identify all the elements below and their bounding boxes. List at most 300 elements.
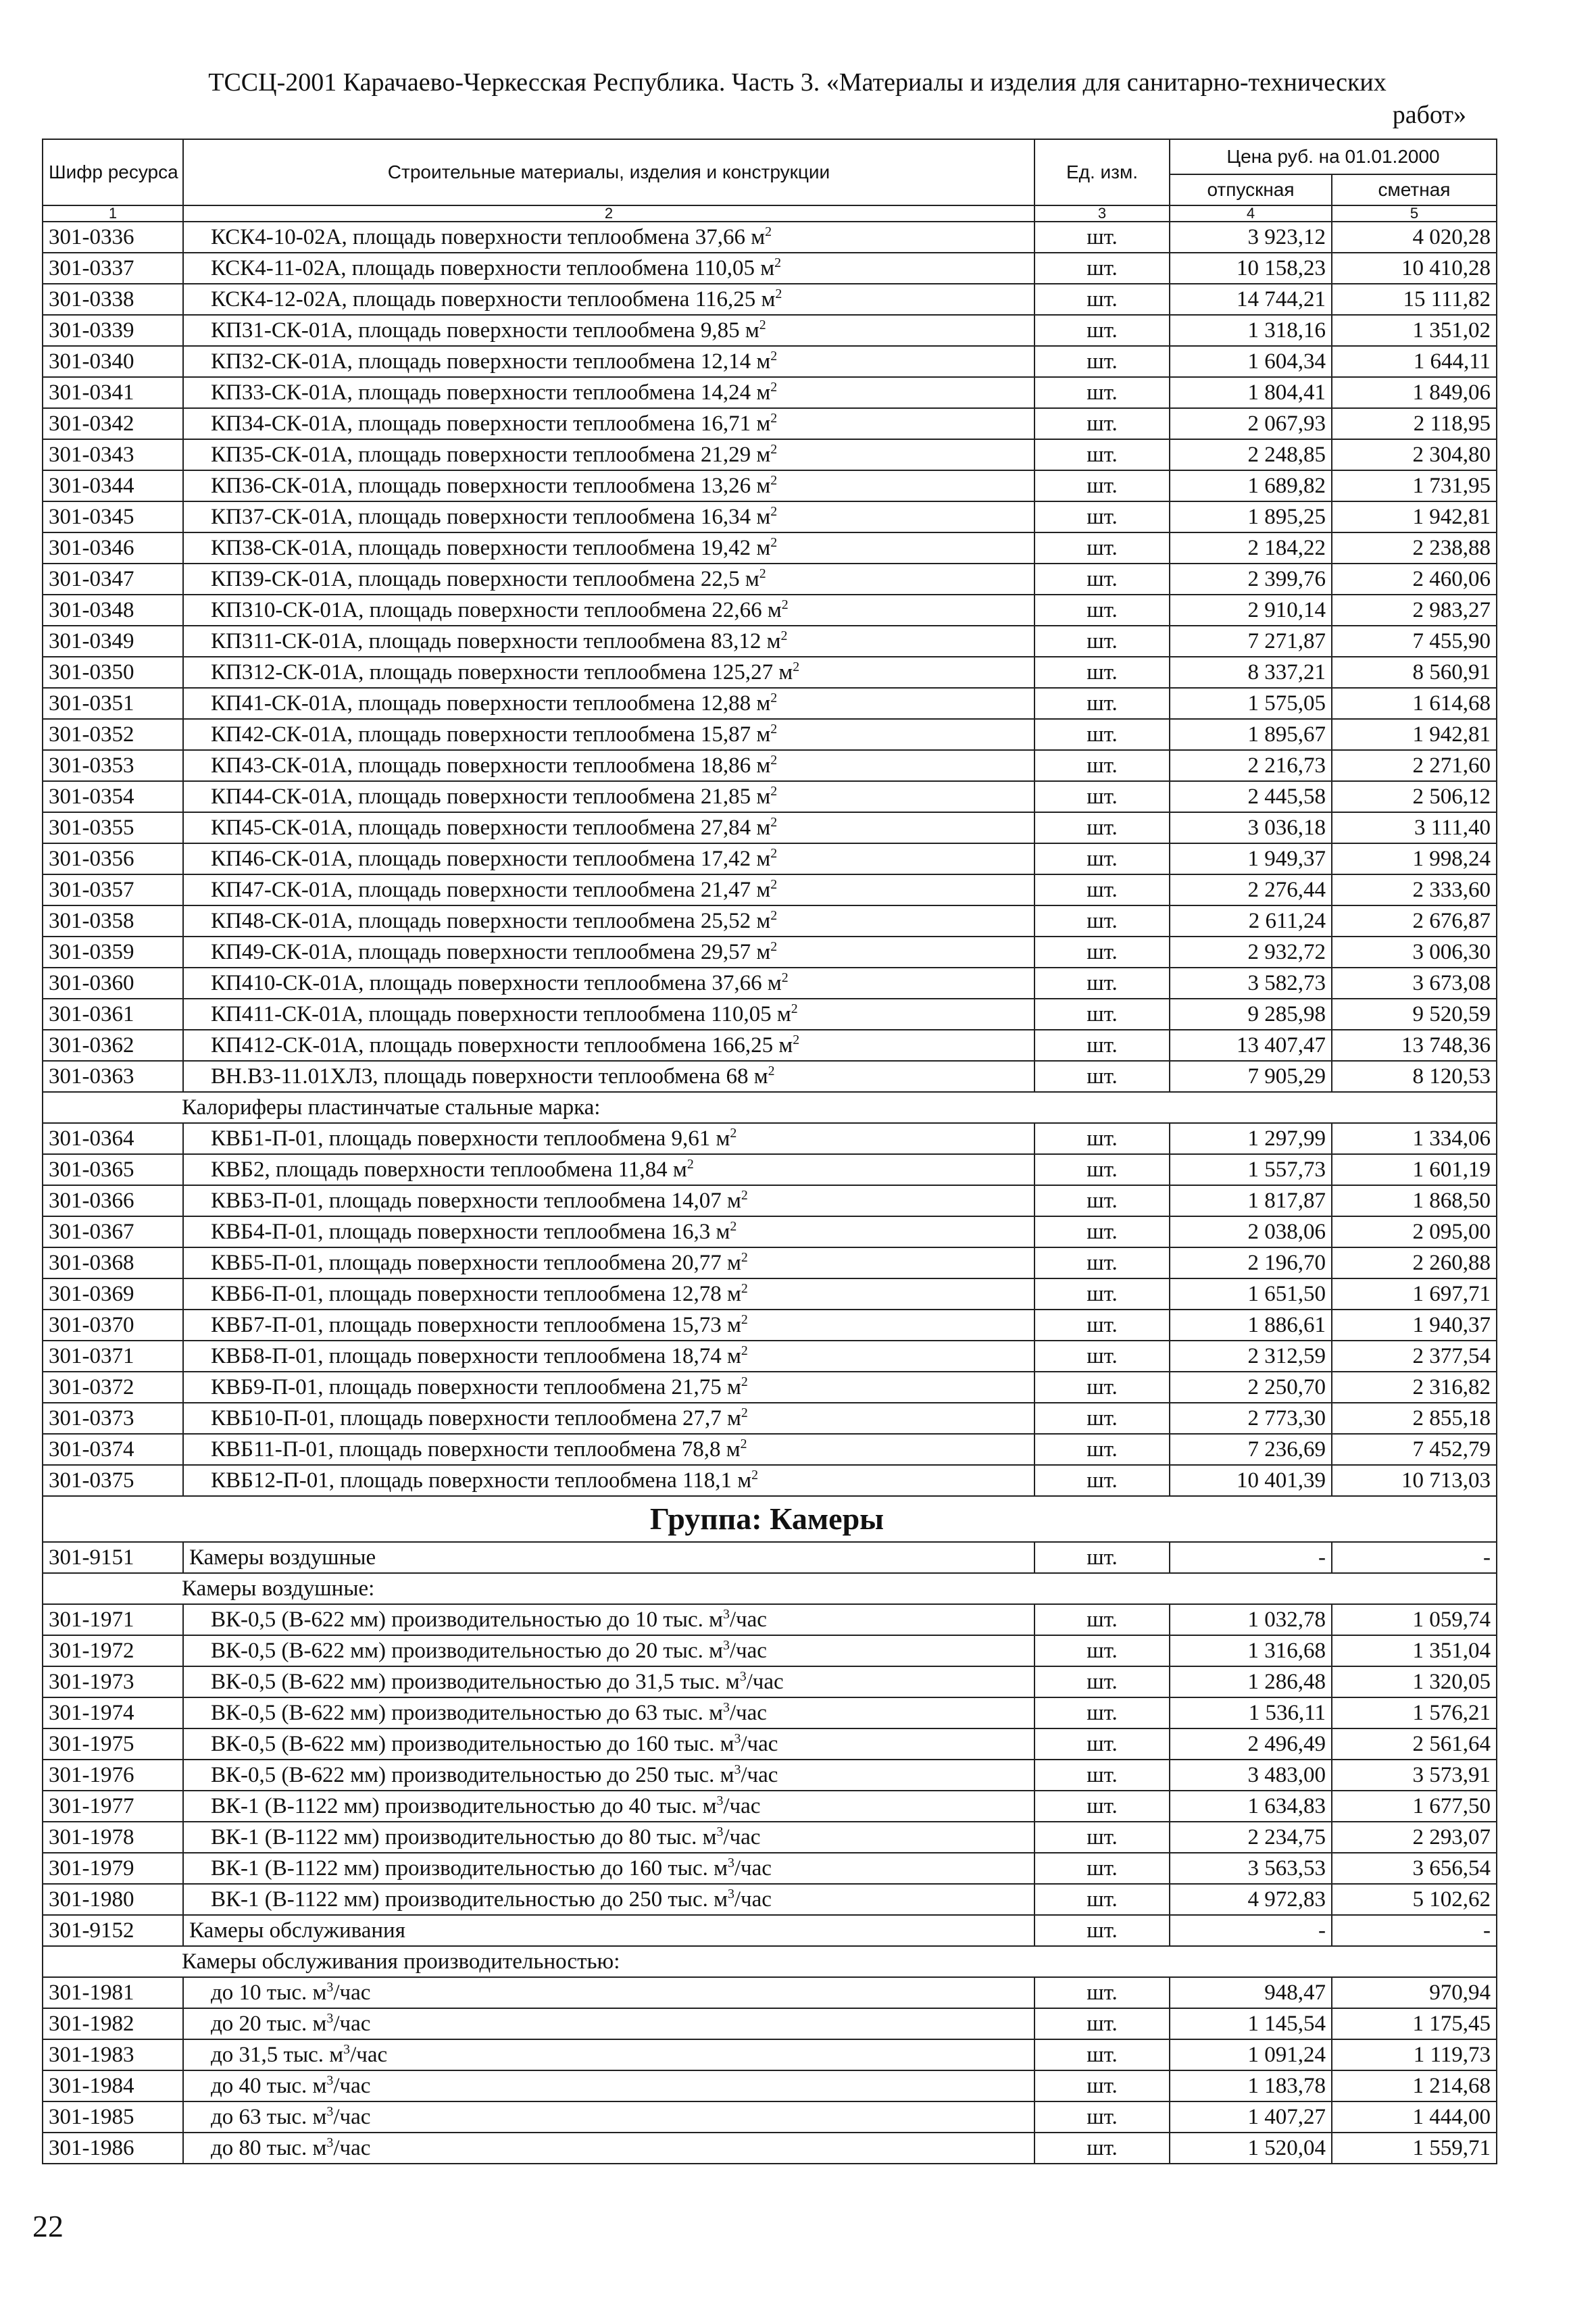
material-name-text: КП37-СК-01А, площадь поверхности теплообмена 16,34 м xyxy=(211,505,771,529)
material-name-text: ВК-1 (В-1122 мм) производительностью до 250 тыс. м xyxy=(211,1887,728,1912)
unit-exponent: 2 xyxy=(770,504,778,519)
material-name-text: КСК4-11-02А, площадь поверхности теплообмена 110,05 м xyxy=(211,256,775,280)
release-price: 2 248,85 xyxy=(1170,439,1332,470)
unit-exponent: 2 xyxy=(768,1064,775,1078)
release-price: 1 536,11 xyxy=(1170,1697,1332,1728)
page-number: 22 xyxy=(32,2209,64,2243)
unit-of-measure: шт. xyxy=(1034,284,1170,315)
resource-code: 301-0365 xyxy=(43,1154,183,1185)
unit-of-measure: шт. xyxy=(1034,1278,1170,1310)
group-heading: Группа: Камеры xyxy=(43,1496,1497,1542)
release-price: 1 318,16 xyxy=(1170,315,1332,346)
material-name-text: КП310-СК-01А, площадь поверхности теплообмена 22,66 м xyxy=(211,598,782,622)
estimate-price: 1 942,81 xyxy=(1332,501,1497,532)
resource-code: 301-0354 xyxy=(43,781,183,812)
material-name xyxy=(183,968,1034,999)
material-name xyxy=(183,1542,1034,1573)
estimate-price: 2 095,00 xyxy=(1332,1216,1497,1247)
unit-exponent: 2 xyxy=(770,411,778,426)
release-price: 1 886,61 xyxy=(1170,1310,1332,1341)
resource-code: 301-0340 xyxy=(43,346,183,377)
unit-exponent: 2 xyxy=(770,722,778,737)
material-name xyxy=(183,253,1034,284)
estimate-price: 13 748,36 xyxy=(1332,1030,1497,1061)
unit-of-measure: шт. xyxy=(1034,999,1170,1030)
table-row xyxy=(43,1542,1497,1573)
material-name xyxy=(183,843,1034,874)
material-name xyxy=(183,1434,1034,1465)
col-header-release: отпускная xyxy=(1170,174,1332,205)
material-name-text: ВК-0,5 (В-622 мм) производительностью до 160 тыс. м xyxy=(211,1732,734,1756)
resource-code: 301-1976 xyxy=(43,1760,183,1791)
estimate-price: 2 855,18 xyxy=(1332,1403,1497,1434)
unit-exponent: 3 xyxy=(722,1700,730,1715)
material-name-text: КП42-СК-01А, площадь поверхности теплообмена 15,87 м xyxy=(211,722,771,747)
unit-exponent: 2 xyxy=(770,846,778,861)
estimate-price: 1 119,73 xyxy=(1332,2039,1497,2070)
unit-exponent: 3 xyxy=(716,1793,724,1808)
release-price: 7 905,29 xyxy=(1170,1061,1332,1092)
unit-of-measure: шт. xyxy=(1034,781,1170,812)
unit-exponent: 3 xyxy=(722,1607,730,1622)
unit-of-measure: шт. xyxy=(1034,1915,1170,1946)
estimate-price: 3 673,08 xyxy=(1332,968,1497,999)
estimate-price: 1 175,45 xyxy=(1332,2008,1497,2039)
unit-of-measure: шт. xyxy=(1034,1030,1170,1061)
release-price: 2 038,06 xyxy=(1170,1216,1332,1247)
table-row xyxy=(43,1185,1497,1216)
table-row xyxy=(43,2008,1497,2039)
unit-suffix: /час xyxy=(729,1701,767,1725)
table-row xyxy=(43,1977,1497,2008)
material-name xyxy=(183,408,1034,439)
unit-exponent: 2 xyxy=(770,784,778,799)
resource-code: 301-1972 xyxy=(43,1635,183,1666)
unit-of-measure: шт. xyxy=(1034,1666,1170,1697)
material-name xyxy=(183,719,1034,750)
material-name xyxy=(183,564,1034,595)
material-name-text: ВК-1 (В-1122 мм) производительностью до 160 тыс. м xyxy=(211,1856,728,1881)
release-price: 2 932,72 xyxy=(1170,937,1332,968)
material-name xyxy=(183,1216,1034,1247)
unit-exponent: 2 xyxy=(791,1001,798,1016)
material-name xyxy=(183,532,1034,564)
estimate-price: 1 601,19 xyxy=(1332,1154,1497,1185)
unit-of-measure: шт. xyxy=(1034,1434,1170,1465)
unit-suffix: /час xyxy=(729,1639,767,1663)
unit-exponent: 2 xyxy=(765,224,772,239)
material-name xyxy=(183,905,1034,937)
unit-of-measure: шт. xyxy=(1034,1216,1170,1247)
material-name-text: КП41-СК-01А, площадь поверхности теплообмена 12,88 м xyxy=(211,691,771,716)
material-name xyxy=(183,1822,1034,1853)
material-name xyxy=(183,2101,1034,2133)
material-name-text: КП39-СК-01А, площадь поверхности теплообмена 22,5 м xyxy=(211,567,759,591)
table-row xyxy=(43,377,1497,408)
resource-code: 301-0373 xyxy=(43,1403,183,1434)
unit-exponent: 3 xyxy=(734,1762,741,1777)
estimate-price: 15 111,82 xyxy=(1332,284,1497,315)
resource-code: 301-0345 xyxy=(43,501,183,532)
estimate-price: 1 444,00 xyxy=(1332,2101,1497,2133)
material-name xyxy=(183,284,1034,315)
table-row xyxy=(43,843,1497,874)
resource-code: 301-0369 xyxy=(43,1278,183,1310)
material-name-text: КВБ1-П-01, площадь поверхности теплообмена 9,61 м xyxy=(211,1126,730,1151)
material-name xyxy=(183,1884,1034,1915)
unit-of-measure: шт. xyxy=(1034,1465,1170,1496)
unit-of-measure: шт. xyxy=(1034,222,1170,253)
estimate-price: 3 573,91 xyxy=(1332,1760,1497,1791)
estimate-price: 3 006,30 xyxy=(1332,937,1497,968)
resource-code: 301-0358 xyxy=(43,905,183,937)
material-name xyxy=(183,1154,1034,1185)
resource-code: 301-0349 xyxy=(43,626,183,657)
resource-code: 301-0338 xyxy=(43,284,183,315)
table-row xyxy=(43,999,1497,1030)
material-name xyxy=(183,595,1034,626)
table-row xyxy=(43,874,1497,905)
material-name-text: КСК4-10-02А, площадь поверхности теплообмена 37,66 м xyxy=(211,225,766,249)
table-row xyxy=(43,470,1497,501)
unit-of-measure: шт. xyxy=(1034,1185,1170,1216)
material-name xyxy=(183,377,1034,408)
material-name xyxy=(183,626,1034,657)
table-row xyxy=(43,1760,1497,1791)
material-name-text: Камеры обслуживания xyxy=(189,1918,405,1943)
unit-suffix: /час xyxy=(723,1794,761,1818)
estimate-price: 2 561,64 xyxy=(1332,1728,1497,1760)
resource-code: 301-0352 xyxy=(43,719,183,750)
material-name-text: до 10 тыс. м xyxy=(211,1981,327,2005)
unit-of-measure: шт. xyxy=(1034,1123,1170,1154)
material-name-text: КВБ10-П-01, площадь поверхности теплообмена 27,7 м xyxy=(211,1406,741,1430)
estimate-price: 2 506,12 xyxy=(1332,781,1497,812)
unit-of-measure: шт. xyxy=(1034,657,1170,688)
release-price: 1 651,50 xyxy=(1170,1278,1332,1310)
release-price: 2 445,58 xyxy=(1170,781,1332,812)
estimate-price: 1 576,21 xyxy=(1332,1697,1497,1728)
material-name xyxy=(183,439,1034,470)
material-name xyxy=(183,1310,1034,1341)
resource-code: 301-1978 xyxy=(43,1822,183,1853)
table-row xyxy=(43,1666,1497,1697)
unit-of-measure: шт. xyxy=(1034,2133,1170,2164)
col-number: 5 xyxy=(1332,205,1497,222)
material-name-text: КП44-СК-01А, площадь поверхности теплообмена 21,85 м xyxy=(211,785,771,809)
table-row xyxy=(43,253,1497,284)
unit-of-measure: шт. xyxy=(1034,532,1170,564)
material-name xyxy=(183,750,1034,781)
unit-exponent: 2 xyxy=(770,815,778,830)
estimate-price: 1 320,05 xyxy=(1332,1666,1497,1697)
unit-exponent: 3 xyxy=(728,1887,734,1901)
estimate-price: 1 334,06 xyxy=(1332,1123,1497,1154)
unit-of-measure: шт. xyxy=(1034,1247,1170,1278)
unit-exponent: 2 xyxy=(770,442,778,457)
estimate-price: 8 560,91 xyxy=(1332,657,1497,688)
material-name-text: до 63 тыс. м xyxy=(211,2105,327,2129)
estimate-price: 1 940,37 xyxy=(1332,1310,1497,1341)
unit-exponent: 2 xyxy=(770,473,778,488)
release-price: 2 196,70 xyxy=(1170,1247,1332,1278)
table-row xyxy=(43,1123,1497,1154)
table-row xyxy=(43,719,1497,750)
estimate-price: 3 111,40 xyxy=(1332,812,1497,843)
table-row xyxy=(43,1728,1497,1760)
resource-code: 301-0348 xyxy=(43,595,183,626)
unit-of-measure: шт. xyxy=(1034,937,1170,968)
estimate-price: 2 983,27 xyxy=(1332,595,1497,626)
release-price: 1 634,83 xyxy=(1170,1791,1332,1822)
release-price: 2 611,24 xyxy=(1170,905,1332,937)
resource-code: 301-0368 xyxy=(43,1247,183,1278)
release-price: 10 401,39 xyxy=(1170,1465,1332,1496)
material-name xyxy=(183,657,1034,688)
resource-code: 301-0344 xyxy=(43,470,183,501)
unit-exponent: 3 xyxy=(326,2073,334,2088)
material-name-text: КП311-СК-01А, площадь поверхности теплообмена 83,12 м xyxy=(211,629,781,653)
resource-code: 301-1985 xyxy=(43,2101,183,2133)
material-name-text: КВБ11-П-01, площадь поверхности теплообмена 78,8 м xyxy=(211,1437,741,1462)
resource-code: 301-0342 xyxy=(43,408,183,439)
material-name xyxy=(183,1604,1034,1635)
header-line-1: ТССЦ-2001 Карачаево-Черкесская Республика. Часть 3. «Материалы и изделия для санитарно-технических xyxy=(208,68,1387,97)
unit-exponent: 2 xyxy=(770,380,778,395)
release-price: 3 582,73 xyxy=(1170,968,1332,999)
resource-code: 301-1986 xyxy=(43,2133,183,2164)
table-row xyxy=(43,968,1497,999)
release-price: 2 250,70 xyxy=(1170,1372,1332,1403)
release-price: 9 285,98 xyxy=(1170,999,1332,1030)
unit-of-measure: шт. xyxy=(1034,812,1170,843)
release-price: 1 689,82 xyxy=(1170,470,1332,501)
resource-code: 301-1980 xyxy=(43,1884,183,1915)
resource-code: 301-0375 xyxy=(43,1465,183,1496)
table-row xyxy=(43,937,1497,968)
table-row xyxy=(43,1791,1497,1822)
table-row xyxy=(43,626,1497,657)
estimate-price: 2 293,07 xyxy=(1332,1822,1497,1853)
unit-of-measure: шт. xyxy=(1034,2039,1170,2070)
unit-exponent: 2 xyxy=(774,255,782,270)
release-price: 3 036,18 xyxy=(1170,812,1332,843)
release-price: 2 399,76 xyxy=(1170,564,1332,595)
estimate-price: 1 849,06 xyxy=(1332,377,1497,408)
group-heading-row xyxy=(43,1496,1497,1542)
material-name-text: КП36-СК-01А, площадь поверхности теплообмена 13,26 м xyxy=(211,474,771,498)
estimate-price: 8 120,53 xyxy=(1332,1061,1497,1092)
unit-exponent: 2 xyxy=(770,877,778,892)
release-price: 1 895,25 xyxy=(1170,501,1332,532)
unit-exponent: 2 xyxy=(793,1032,800,1047)
unit-of-measure: шт. xyxy=(1034,1760,1170,1791)
material-name-text: ВК-0,5 (В-622 мм) производительностью до 250 тыс. м xyxy=(211,1763,734,1787)
estimate-price: 7 455,90 xyxy=(1332,626,1497,657)
release-price: 4 972,83 xyxy=(1170,1884,1332,1915)
table-row xyxy=(43,564,1497,595)
col-header-name: Строительные материалы, изделия и конструкции xyxy=(183,139,1034,205)
unit-suffix: /час xyxy=(729,1608,767,1632)
material-name xyxy=(183,1977,1034,2008)
estimate-price: 2 316,82 xyxy=(1332,1372,1497,1403)
material-name xyxy=(183,1061,1034,1092)
unit-of-measure: шт. xyxy=(1034,1604,1170,1635)
material-name-text: КП47-СК-01А, площадь поверхности теплообмена 21,47 м xyxy=(211,878,771,902)
material-name xyxy=(183,2133,1034,2164)
material-name xyxy=(183,501,1034,532)
table-row xyxy=(43,750,1497,781)
table-row xyxy=(43,222,1497,253)
resource-code: 301-0367 xyxy=(43,1216,183,1247)
estimate-price: 2 271,60 xyxy=(1332,750,1497,781)
material-name xyxy=(183,1915,1034,1946)
material-name-text: КВБ4-П-01, площадь поверхности теплообмена 16,3 м xyxy=(211,1220,730,1244)
release-price: 13 407,47 xyxy=(1170,1030,1332,1061)
unit-of-measure: шт. xyxy=(1034,501,1170,532)
resource-code: 301-9152 xyxy=(43,1915,183,1946)
table-row xyxy=(43,501,1497,532)
material-name-text: до 31,5 тыс. м xyxy=(211,2043,344,2067)
estimate-price: 2 238,88 xyxy=(1332,532,1497,564)
material-name-text: КП49-СК-01А, площадь поверхности теплообмена 29,57 м xyxy=(211,940,771,964)
section-caption-row xyxy=(43,1092,1497,1123)
table-row xyxy=(43,905,1497,937)
table-row xyxy=(43,2133,1497,2164)
release-price: 1 407,27 xyxy=(1170,2101,1332,2133)
material-name-text: КП35-СК-01А, площадь поверхности теплообмена 21,29 м xyxy=(211,443,771,467)
unit-exponent: 2 xyxy=(770,753,778,768)
release-price: 7 271,87 xyxy=(1170,626,1332,657)
release-price: 1 316,68 xyxy=(1170,1635,1332,1666)
material-name-text: КП34-СК-01А, площадь поверхности теплообмена 16,71 м xyxy=(211,412,771,436)
resource-code: 301-0370 xyxy=(43,1310,183,1341)
release-price: 1 145,54 xyxy=(1170,2008,1332,2039)
release-price: 948,47 xyxy=(1170,1977,1332,2008)
release-price: 1 575,05 xyxy=(1170,688,1332,719)
unit-exponent: 3 xyxy=(734,1731,741,1746)
col-number: 2 xyxy=(183,205,1034,222)
unit-of-measure: шт. xyxy=(1034,1884,1170,1915)
unit-of-measure: шт. xyxy=(1034,1853,1170,1884)
unit-exponent: 2 xyxy=(781,970,789,985)
material-name-text: КП38-СК-01А, площадь поверхности теплообмена 19,42 м xyxy=(211,536,771,560)
estimate-price: 1 697,71 xyxy=(1332,1278,1497,1310)
table-body xyxy=(43,222,1497,2164)
resource-code: 301-1984 xyxy=(43,2070,183,2101)
unit-of-measure: шт. xyxy=(1034,874,1170,905)
unit-exponent: 3 xyxy=(343,2042,351,2057)
estimate-price: 2 460,06 xyxy=(1332,564,1497,595)
material-name-text: КП43-СК-01А, площадь поверхности теплообмена 18,86 м xyxy=(211,753,771,778)
unit-of-measure: шт. xyxy=(1034,1403,1170,1434)
unit-exponent: 3 xyxy=(326,1980,334,1995)
release-price: 2 216,73 xyxy=(1170,750,1332,781)
unit-exponent: 2 xyxy=(687,1157,694,1172)
resource-code: 301-1981 xyxy=(43,1977,183,2008)
unit-of-measure: шт. xyxy=(1034,1977,1170,2008)
resource-code: 301-0359 xyxy=(43,937,183,968)
resource-code: 301-1973 xyxy=(43,1666,183,1697)
material-name xyxy=(183,999,1034,1030)
resource-code: 301-0374 xyxy=(43,1434,183,1465)
material-name-text: КП46-СК-01А, площадь поверхности теплообмена 17,42 м xyxy=(211,847,771,871)
release-price: 3 483,00 xyxy=(1170,1760,1332,1791)
unit-of-measure: шт. xyxy=(1034,2008,1170,2039)
table-row xyxy=(43,657,1497,688)
estimate-price: 10 713,03 xyxy=(1332,1465,1497,1496)
estimate-price: 1 351,02 xyxy=(1332,315,1497,346)
resource-code: 301-0353 xyxy=(43,750,183,781)
material-name-text: ВК-0,5 (В-622 мм) производительностью до 20 тыс. м xyxy=(211,1639,723,1663)
resource-code: 301-0363 xyxy=(43,1061,183,1092)
resource-code: 301-0337 xyxy=(43,253,183,284)
material-name-text: до 20 тыс. м xyxy=(211,2012,327,2036)
release-price: 1 604,34 xyxy=(1170,346,1332,377)
estimate-price: - xyxy=(1332,1915,1497,1946)
unit-of-measure: шт. xyxy=(1034,719,1170,750)
material-name-text: КВБ8-П-01, площадь поверхности теплообмена 18,74 м xyxy=(211,1344,741,1368)
resource-code: 301-1975 xyxy=(43,1728,183,1760)
unit-of-measure: шт. xyxy=(1034,968,1170,999)
unit-exponent: 2 xyxy=(741,1405,748,1420)
section-caption-row xyxy=(43,1573,1497,1604)
release-price: 1 817,87 xyxy=(1170,1185,1332,1216)
release-price: 14 744,21 xyxy=(1170,284,1332,315)
material-name xyxy=(183,688,1034,719)
release-price: 2 234,75 xyxy=(1170,1822,1332,1853)
unit-of-measure: шт. xyxy=(1034,688,1170,719)
estimate-price: 1 559,71 xyxy=(1332,2133,1497,2164)
unit-of-measure: шт. xyxy=(1034,905,1170,937)
table-header xyxy=(43,139,1497,222)
unit-exponent: 2 xyxy=(770,691,778,705)
section-caption: Камеры обслуживания производительностью: xyxy=(43,1946,1497,1977)
resource-code: 301-0357 xyxy=(43,874,183,905)
table-row xyxy=(43,2070,1497,2101)
unit-exponent: 2 xyxy=(793,659,800,674)
col-number: 4 xyxy=(1170,205,1332,222)
table-row xyxy=(43,781,1497,812)
material-name xyxy=(183,1341,1034,1372)
release-price: 8 337,21 xyxy=(1170,657,1332,688)
material-name-text: КП48-СК-01А, площадь поверхности теплообмена 25,52 м xyxy=(211,909,771,933)
table-row xyxy=(43,2039,1497,2070)
estimate-price: 1 214,68 xyxy=(1332,2070,1497,2101)
material-name xyxy=(183,2008,1034,2039)
material-name xyxy=(183,1465,1034,1496)
release-price: 1 895,67 xyxy=(1170,719,1332,750)
material-name-text: КП33-СК-01А, площадь поверхности теплообмена 14,24 м xyxy=(211,380,771,405)
material-name xyxy=(183,1247,1034,1278)
resource-code: 301-0356 xyxy=(43,843,183,874)
unit-suffix: /час xyxy=(333,2105,371,2129)
material-name-text: ВК-1 (В-1122 мм) производительностью до 40 тыс. м xyxy=(211,1794,717,1818)
unit-suffix: /час xyxy=(741,1732,778,1756)
estimate-price: 1 644,11 xyxy=(1332,346,1497,377)
estimate-price: 4 020,28 xyxy=(1332,222,1497,253)
material-name xyxy=(183,222,1034,253)
unit-suffix: /час xyxy=(333,2012,371,2036)
unit-exponent: 2 xyxy=(759,566,766,581)
material-name xyxy=(183,874,1034,905)
resource-code: 301-0351 xyxy=(43,688,183,719)
material-name-text: КП45-СК-01А, площадь поверхности теплообмена 27,84 м xyxy=(211,816,771,840)
table-row xyxy=(43,2101,1497,2133)
estimate-price: 1 868,50 xyxy=(1332,1185,1497,1216)
release-price: 10 158,23 xyxy=(1170,253,1332,284)
release-price: 2 184,22 xyxy=(1170,532,1332,564)
